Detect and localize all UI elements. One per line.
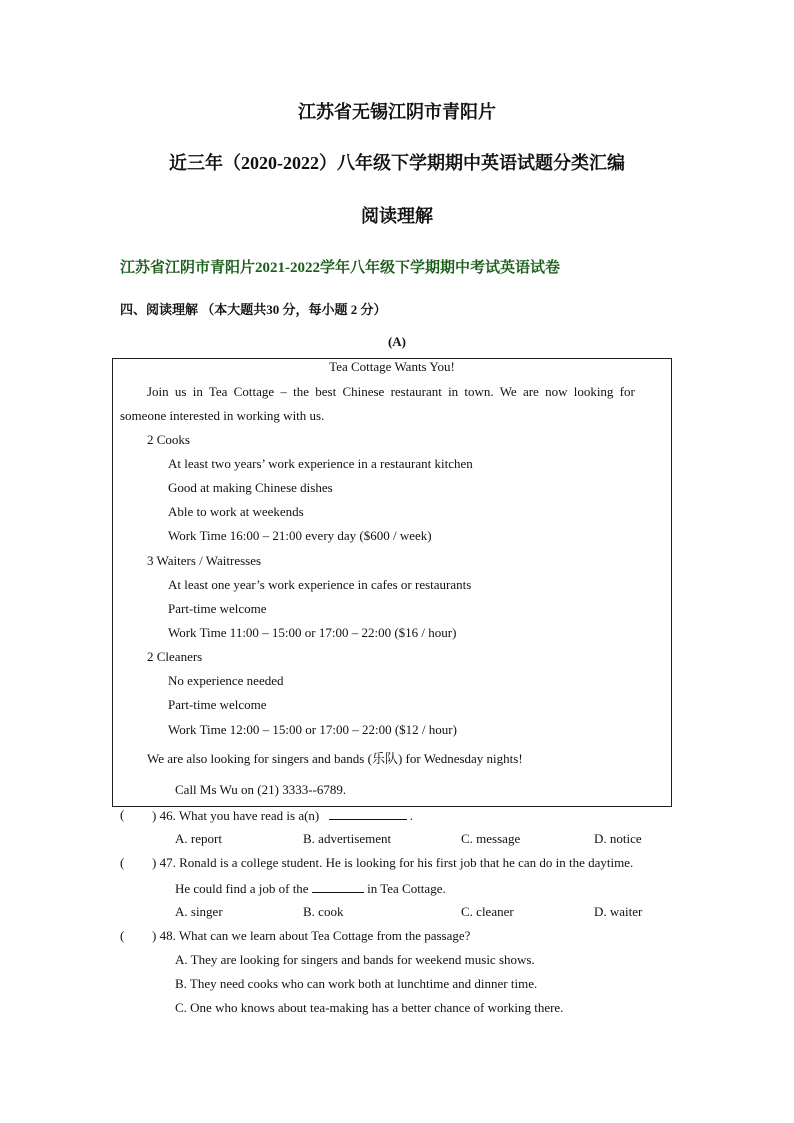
option-a: A. They are looking for singers and bands for weekend music shows. bbox=[175, 952, 535, 967]
question-48: ) 48. What can we learn about Tea Cottage from the passage? bbox=[152, 928, 471, 943]
job-cooks: 2 Cooks bbox=[147, 432, 190, 447]
question-47: ) 47. Ronald is a college student. He is looking for his first job that he can do in the daytime. bbox=[152, 855, 634, 870]
ad-title: Tea Cottage Wants You! bbox=[329, 359, 455, 374]
ad-singers: We are also looking for singers and bands (乐队) for Wednesday nights! bbox=[147, 751, 523, 766]
job-worktime: Work Time 16:00 – 21:00 every day ($600 / week) bbox=[168, 528, 432, 543]
ad-contact: Call Ms Wu on (21) 3333--6789. bbox=[175, 782, 347, 797]
job-requirement: Part-time welcome bbox=[168, 601, 267, 616]
option-b: B. cook bbox=[303, 904, 344, 919]
option-c: C. cleaner bbox=[461, 904, 514, 919]
title-main: 近三年（2020-2022）八年级下学期期中英语试题分类汇编 bbox=[169, 153, 625, 173]
ad-intro: Join us in Tea Cottage – the best Chinese restaurant in town. We are now looking for bbox=[147, 384, 635, 399]
option-b: B. They need cooks who can work both at lunchtime and dinner time. bbox=[175, 976, 538, 991]
title-topic: 阅读理解 bbox=[361, 206, 433, 226]
option-c: C. One who knows about tea-making has a better chance of working there. bbox=[175, 1000, 564, 1015]
question-end: . bbox=[409, 808, 414, 823]
answer-blank bbox=[312, 880, 364, 893]
option-a: A. report bbox=[175, 831, 222, 846]
option-d: D. notice bbox=[594, 831, 642, 846]
job-requirement: Part-time welcome bbox=[168, 697, 267, 712]
question-47-cont bbox=[175, 880, 446, 897]
job-worktime: Work Time 12:00 – 15:00 or 17:00 – 22:00 ($12 / hour) bbox=[168, 722, 457, 737]
question-text: He could find a job of the bbox=[175, 881, 309, 896]
job-cleaners: 2 Cleaners bbox=[147, 649, 203, 664]
job-requirement: Good at making Chinese dishes bbox=[168, 480, 333, 495]
option-a: A. singer bbox=[175, 904, 223, 919]
ad-intro-cont: someone interested in working with us. bbox=[120, 408, 325, 423]
job-requirement: At least one year’s work experience in cafes or restaurants bbox=[168, 577, 472, 592]
job-worktime: Work Time 11:00 – 15:00 or 17:00 – 22:00 ($16 / hour) bbox=[168, 625, 457, 640]
job-requirement: Able to work at weekends bbox=[168, 504, 304, 519]
passage-label: (A) bbox=[387, 334, 407, 349]
question-text: ) 46. What you have read is a(n) bbox=[152, 808, 320, 823]
question-46 bbox=[152, 807, 413, 824]
option-c: C. message bbox=[461, 831, 521, 846]
job-requirement: No experience needed bbox=[168, 673, 284, 688]
section-heading: 四、阅读理解 （本大题共30 分，每小题 2 分） bbox=[120, 302, 387, 317]
job-waiters: 3 Waiters / Waitresses bbox=[147, 553, 262, 568]
answer-paren: ( bbox=[120, 928, 125, 943]
job-requirement: At least two years’ work experience in a restaurant kitchen bbox=[168, 456, 473, 471]
answer-blank bbox=[329, 807, 407, 820]
question-text: in Tea Cottage. bbox=[367, 881, 446, 896]
option-d: D. waiter bbox=[594, 904, 643, 919]
option-b: B. advertisement bbox=[303, 831, 392, 846]
answer-paren: ( bbox=[120, 807, 125, 822]
exam-subtitle: 江苏省江阴市青阳片2021-2022学年八年级下学期期中考试英语试卷 bbox=[120, 260, 560, 276]
answer-paren: ( bbox=[120, 855, 125, 870]
title-region: 江苏省无锡江阴市青阳片 bbox=[298, 102, 496, 122]
